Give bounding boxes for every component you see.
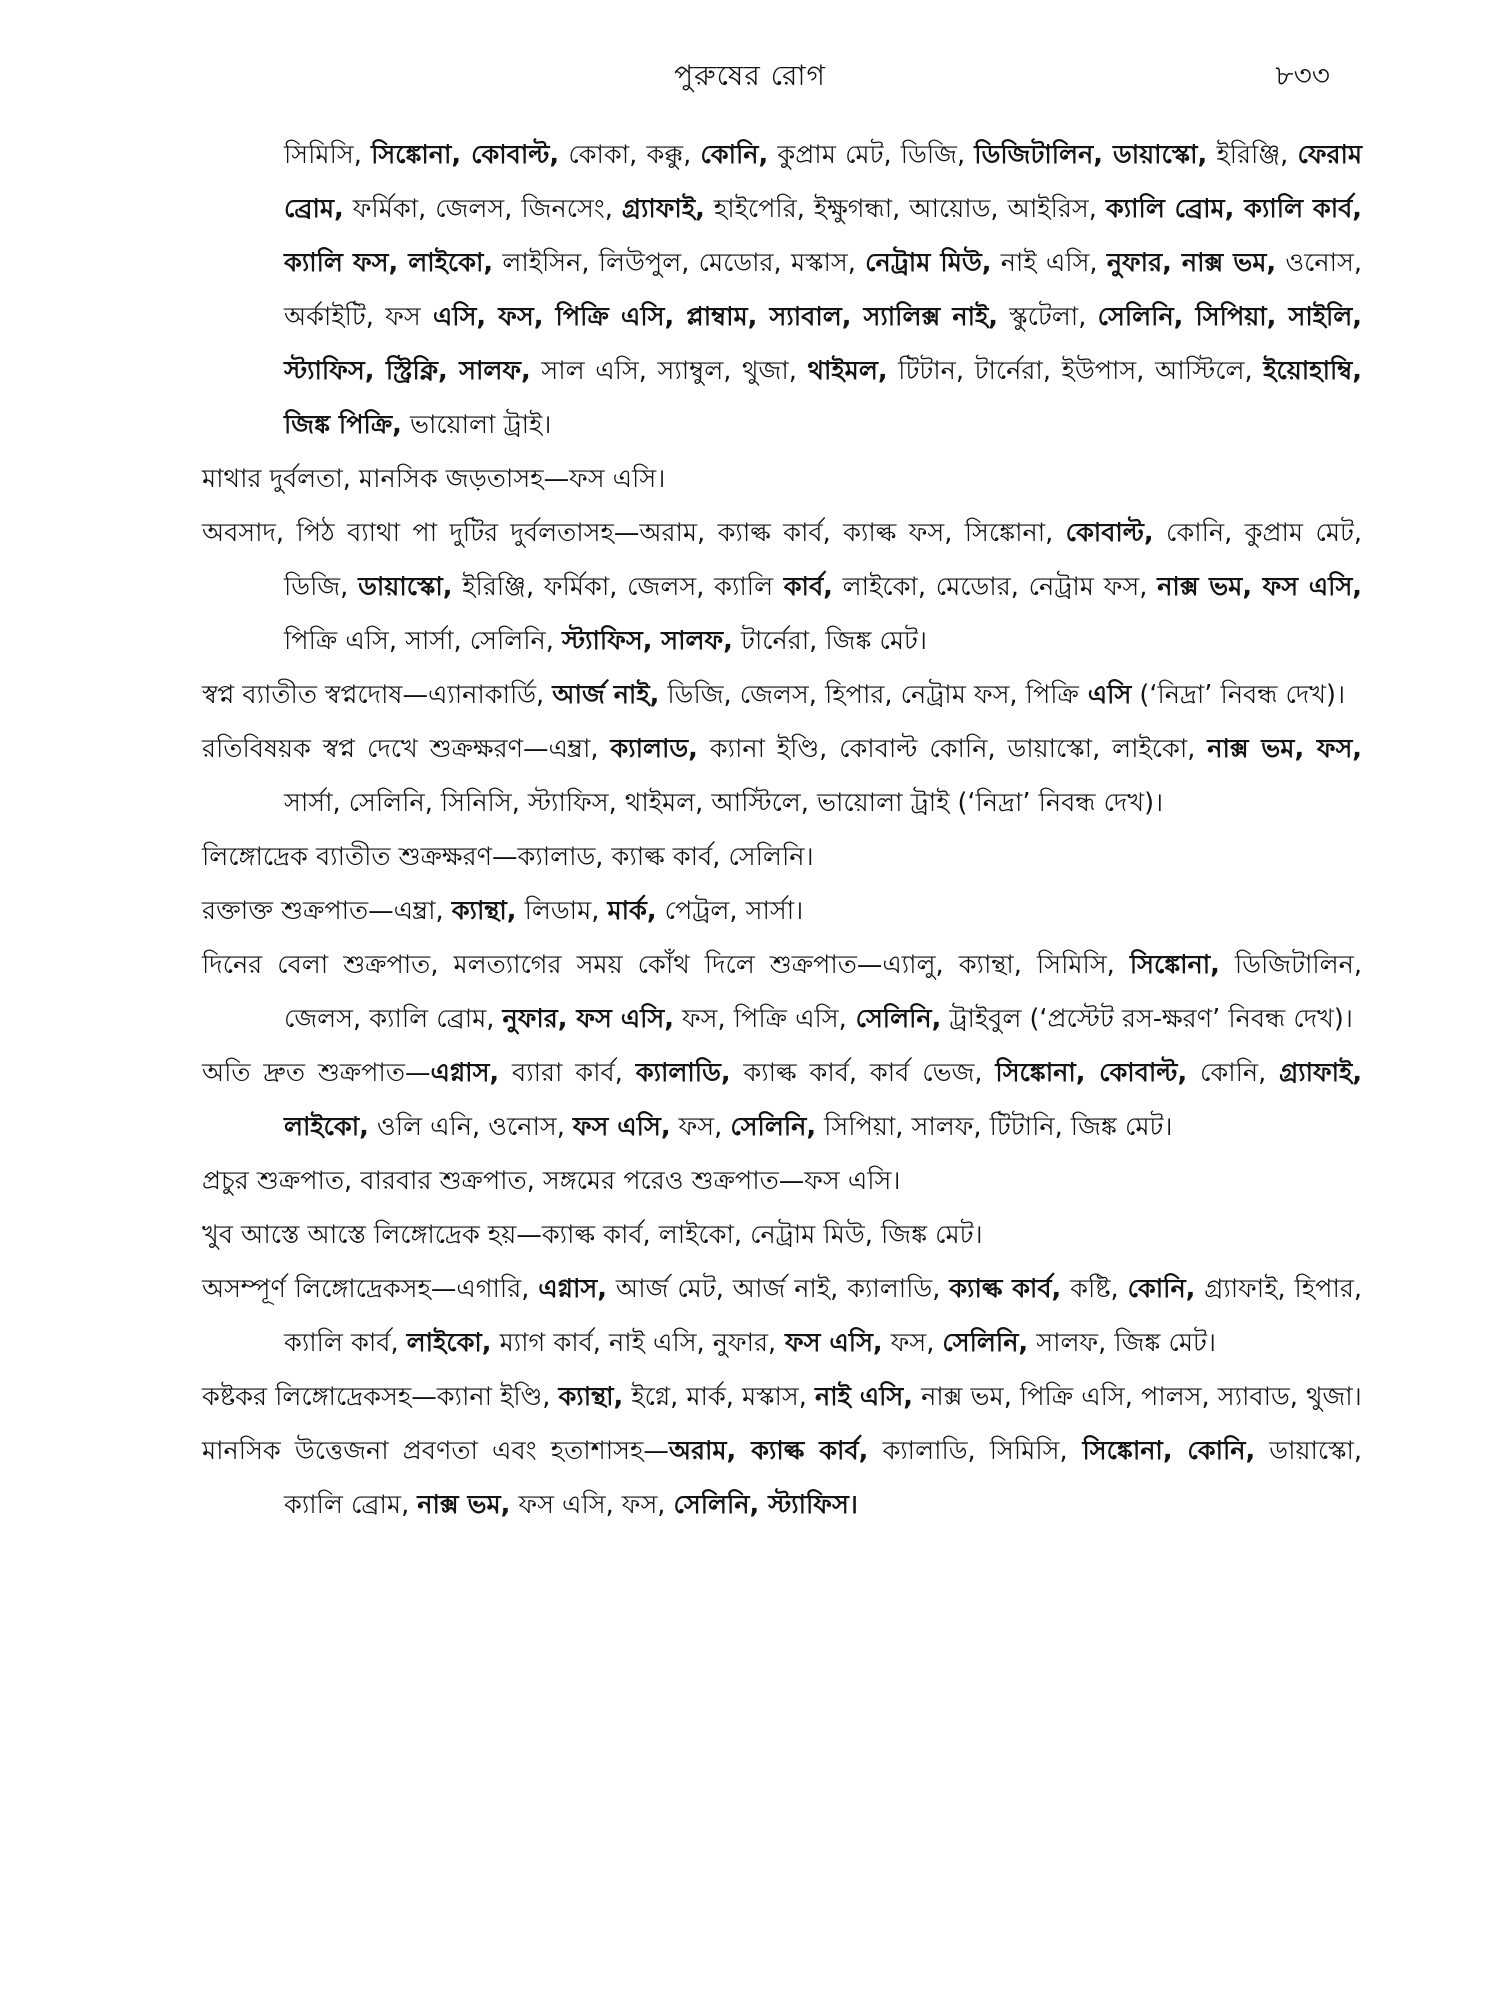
- entry-text: ইউপাস, আস্টিলে,: [1050, 356, 1264, 386]
- entry-text: অসম্পূর্ণ লিঙ্গোদ্রেকসহ—এগারি,: [202, 1274, 539, 1304]
- remedy-bold: সাইলি, স্ট্যাফিস, স্ট্রিক্নি, সালফ,: [284, 302, 1362, 386]
- entry-text: মানসিক উত্তেজনা প্রবণতা এবং হতাশাসহ—: [202, 1436, 669, 1466]
- entry-text: টিটান, টার্নেরা,: [887, 356, 1051, 386]
- entry-text: স্বপ্ন ব্যাতীত স্বপ্নদোষ—এ্যানাকার্ডি,: [202, 680, 553, 710]
- remedy-bold: সিঙ্কোনা,: [1129, 950, 1220, 980]
- entry-text: ট্রাই (‘নিদ্রা’ নিবন্ধ দেখ)।: [902, 788, 1164, 818]
- entry-text: ক্যালাডি, সিমিসি,: [868, 1436, 1068, 1466]
- entry-text: ইরিঞ্জি,: [1207, 140, 1298, 170]
- remedy-bold: ডায়াস্কো,: [358, 572, 453, 602]
- entry-text: আর্জ মেট, আর্জ নাই, ক্যালাডি,: [606, 1274, 950, 1304]
- entry-text: গ্র্যাফাই, হিপার, ক্যালি কার্ব,: [284, 1274, 1363, 1358]
- symptom-entry: [202, 1046, 1362, 1154]
- symptom-entry: [202, 884, 1362, 938]
- remedy-bold: সেলিনি,: [846, 1004, 942, 1034]
- symptom-entry: [202, 1424, 1362, 1532]
- remedy-bold: কোবাল্ট,: [1065, 518, 1154, 548]
- entry-text: ট্রাইবুল (‘প্রস্টেট রস-ক্ষরণ’ নিবন্ধ দেখ)।: [941, 1004, 1353, 1034]
- entry-text: পিক্রি এসি, পালস, স্যাবাড, থুজা।: [1011, 1382, 1362, 1412]
- remedy-bold: সেলিনি,: [730, 1112, 817, 1142]
- entry-text: মেডোর, মস্কাস,: [689, 248, 866, 278]
- entry-text: লাইকো, মেডোর, নেট্রাম ফস,: [832, 572, 1158, 602]
- entry-text: ওলি এনি, ওনোস,: [368, 1112, 573, 1142]
- entry-text: সিপিয়া, সালফ, টিটানি, জিঙ্ক মেট।: [816, 1112, 1173, 1142]
- symptom-entry: [202, 452, 1362, 506]
- remedy-bold: এসি: [1078, 680, 1132, 710]
- symptom-entry: [202, 668, 1362, 722]
- entry-text: সার্সা, সেলিনি, সিনিসি, স্ট্যাফিস, থাইমল, আস্টিলে, ভায়োলা: [284, 788, 903, 818]
- entry-text: পিক্রি এসি, সার্সা,: [284, 626, 462, 656]
- remedy-bold: লাইকো,: [406, 1328, 492, 1358]
- entry-text: হাইপেরি, ইক্ষুগন্ধা,: [704, 194, 901, 224]
- entry-text: পেট্রল, সার্সা।: [656, 896, 804, 926]
- entry-text: টার্নেরা, জিঙ্ক মেট।: [732, 626, 928, 656]
- entry-text: ডিজিটালিন, জেলস, ক্যালি ব্রোম,: [284, 950, 1362, 1034]
- entry-text: ভায়োলা ট্রাই।: [401, 410, 552, 440]
- entry-text: কোনি,: [1187, 1058, 1280, 1088]
- entry-text: নাই এসি,: [991, 248, 1107, 278]
- entry-text: ফস,: [882, 1328, 943, 1358]
- entry-text: কুপ্রাম মেট, ডিজি,: [768, 140, 975, 170]
- remedy-bold: সেলিনি, সিপিয়া,: [1097, 302, 1277, 332]
- entry-text: ক্যানা ইণ্ডি, কোবাল্ট কোনি, ডায়াস্কো,: [697, 734, 1101, 764]
- entry-text: সিমিসি,: [284, 140, 372, 170]
- symptom-entry: [202, 722, 1362, 830]
- remedy-bold: নেট্রাম মিউ,: [865, 248, 992, 278]
- entry-text: মাথার দুর্বলতা, মানসিক জড়তাসহ—ফস এসি।: [202, 464, 666, 494]
- remedy-bold: সিঙ্কোনা,: [995, 1058, 1086, 1088]
- page-number: ৮৩৩: [1275, 59, 1330, 92]
- entry-text: কোকা, কক্কু,: [559, 140, 701, 170]
- entry-text: ডিজি, জেলস, হিপার, নেট্রাম ফস, পিক্রি: [659, 680, 1079, 710]
- remedy-bold: ফস এসি,: [776, 1328, 883, 1358]
- remedy-bold: নাক্স ভম,: [417, 1490, 511, 1520]
- remedy-bold: ক্যালাডি,: [635, 1058, 731, 1088]
- entry-text: নাক্স ভম,: [912, 1382, 1012, 1412]
- entry-text: ফস এসি, ফস,: [510, 1490, 674, 1520]
- remedy-bold: স্ট্যাফিস।: [759, 1490, 858, 1520]
- entry-text: সাল এসি, স্যাম্বুল, থুজা,: [530, 356, 808, 386]
- symptom-entry: [202, 830, 1362, 884]
- entry-text: লাইসিন, লিউপুল,: [493, 248, 690, 278]
- entry-text: ফর্মিকা, জেলস, জিনসেং,: [343, 194, 622, 224]
- remedy-bold: সিঙ্কোনা, কোনি,: [1067, 1436, 1256, 1466]
- remedy-bold: ক্যাল্ক কার্ব,: [949, 1274, 1062, 1304]
- remedy-bold: নাই এসি,: [814, 1382, 913, 1412]
- entry-text: লিঙ্গোদ্রেক ব্যাতীত শুক্রক্ষরণ—ক্যালাড, ক্যাল্ক কার্ব, সেলিনি।: [202, 842, 814, 872]
- remedy-bold: ক্যালি ব্রোম, ক্যালি কার্ব, ক্যালি ফস, লাইকো,: [284, 194, 1362, 278]
- remedy-bold: নুফার, নাক্স ভম,: [1106, 248, 1277, 278]
- entry-text: লিডাম,: [516, 896, 608, 926]
- entry-text: খুব আস্তে আস্তে লিঙ্গোদ্রেক হয়—ক্যাল্ক কার্ব, লাইকো, নেট্রাম মিউ, জিঙ্ক মেট।: [202, 1220, 983, 1250]
- remedy-bold: কার্ব,: [773, 572, 833, 602]
- remedy-bold: মার্ক,: [607, 896, 657, 926]
- remedy-bold: থাইমল,: [807, 356, 888, 386]
- entry-text: অতি দ্রুত শুক্রপাত—: [202, 1058, 431, 1088]
- remedy-bold: কোনি,: [700, 140, 769, 170]
- entry-text: রক্তাক্ত শুক্রপাত—এম্ব্রা,: [202, 896, 452, 926]
- remedy-bold: এগ্নাস,: [538, 1274, 607, 1304]
- page-header: [0, 50, 1500, 110]
- remedy-bold: অরাম, ক্যাল্ক কার্ব,: [668, 1436, 869, 1466]
- symptom-entry: [202, 1154, 1362, 1208]
- remedy-bold: নুফার, ফস এসি,: [502, 1004, 674, 1034]
- remedy-bold: এসি, ফস, পিক্রি এসি, প্লাম্বাম, স্যাবাল, স্যালিক্স নাই,: [420, 302, 998, 332]
- entry-text: ডায়াস্কো, ক্যালি ব্রোম,: [284, 1436, 1362, 1520]
- running-title: পুরুষের রোগ: [674, 59, 826, 92]
- entry-text: সালফ, জিঙ্ক মেট।: [1028, 1328, 1217, 1358]
- remedy-bold: নাক্স ভম, ফস এসি,: [1157, 572, 1362, 602]
- remedy-bold: স্ট্যাফিস, সালফ,: [562, 626, 733, 656]
- entry-text: সেলিনি,: [461, 626, 562, 656]
- continued-remedy-list: [202, 128, 1362, 452]
- remedy-bold: ক্যান্থা,: [558, 1382, 624, 1412]
- symptom-entry: [202, 506, 1362, 668]
- entry-text: দিনের বেলা শুক্রপাত, মলত্যাগের সময় কোঁথ দিলে শুক্রপাত—এ্যালু, ক্যান্থা, সিমিসি,: [202, 950, 1130, 980]
- remedy-bold: ডিজিটালিন,: [974, 140, 1103, 170]
- entry-text: ফস,: [670, 1112, 731, 1142]
- entry-text: কোনি, কুপ্রাম মেট, ডিজি,: [284, 518, 1363, 602]
- remedy-bold: নাক্স ভম, ফস,: [1207, 734, 1362, 764]
- entry-text: রতিবিষয়ক স্বপ্ন দেখে শুক্রক্ষরণ—এম্ব্রা,: [202, 734, 611, 764]
- remedy-bold: গ্র্যাফাই, লাইকো,: [284, 1058, 1363, 1142]
- remedy-bold: ক্যালাড,: [610, 734, 698, 764]
- symptom-entry: [202, 1370, 1362, 1424]
- entry-text: লাইকো,: [1100, 734, 1208, 764]
- entry-text: (‘নিদ্রা’ নিবন্ধ দেখ)।: [1131, 680, 1346, 710]
- entry-text: ক্যাল্ক কার্ব, কার্ব ভেজ,: [730, 1058, 996, 1088]
- symptom-entry: [202, 1262, 1362, 1370]
- remedy-bold: ডায়াস্কো,: [1102, 140, 1208, 170]
- remedy-bold: গ্র্যাফাই,: [621, 194, 705, 224]
- entry-text: কষ্টকর লিঙ্গোদ্রেকসহ—ক্যানা ইণ্ডি,: [202, 1382, 559, 1412]
- symptom-entry: [202, 938, 1362, 1046]
- remedy-bold: ক্যান্থা,: [451, 896, 517, 926]
- symptom-entry: [202, 1208, 1362, 1262]
- entry-text: ইগ্নে, মার্ক, মস্কাস,: [623, 1382, 815, 1412]
- remedy-bold: কোনি,: [1127, 1274, 1196, 1304]
- entry-text: কষ্টি,: [1061, 1274, 1128, 1304]
- remedy-bold: ইয়োহাম্বি, জিঙ্ক পিক্রি,: [284, 356, 1362, 440]
- remedy-bold: ফেরাম ব্রোম,: [284, 140, 1363, 224]
- entry-text: প্রচুর শুক্রপাত, বারবার শুক্রপাত, সঙ্গমের পরেও শুক্রপাত—ফস এসি।: [202, 1166, 901, 1196]
- entry-text: ম্যাগ কার্ব, নাই এসি, নুফার,: [491, 1328, 777, 1358]
- entry-text: অবসাদ, পিঠ ব্যাথা পা দুটির দুর্বলতাসহ—অরাম, ক্যাল্ক কার্ব, ক্যাল্ক ফস, সিঙ্কোনা,: [202, 518, 1066, 548]
- document-body: [202, 128, 1362, 1532]
- remedy-bold: ফস এসি,: [572, 1112, 671, 1142]
- entry-text: ফস, পিক্রি এসি,: [673, 1004, 847, 1034]
- entry-text: ওনোস, অর্কাইটি, ফস: [284, 248, 1362, 332]
- entry-text: আয়োড, আইরিস,: [900, 194, 1106, 224]
- remedy-bold: সেলিনি,: [942, 1328, 1029, 1358]
- entry-text: ব্যারা কার্ব,: [499, 1058, 636, 1088]
- remedy-bold: আর্জ নাই,: [552, 680, 660, 710]
- remedy-bold: সিঙ্কোনা, কোবাল্ট,: [371, 140, 560, 170]
- entry-text: স্কুটেলা,: [997, 302, 1098, 332]
- remedy-bold: সেলিনি,: [673, 1490, 760, 1520]
- remedy-bold: এগ্নাস,: [430, 1058, 500, 1088]
- remedy-bold: কোবাল্ট,: [1085, 1058, 1188, 1088]
- entry-text: ইরিঞ্জি, ফর্মিকা, জেলস, ক্যালি: [452, 572, 774, 602]
